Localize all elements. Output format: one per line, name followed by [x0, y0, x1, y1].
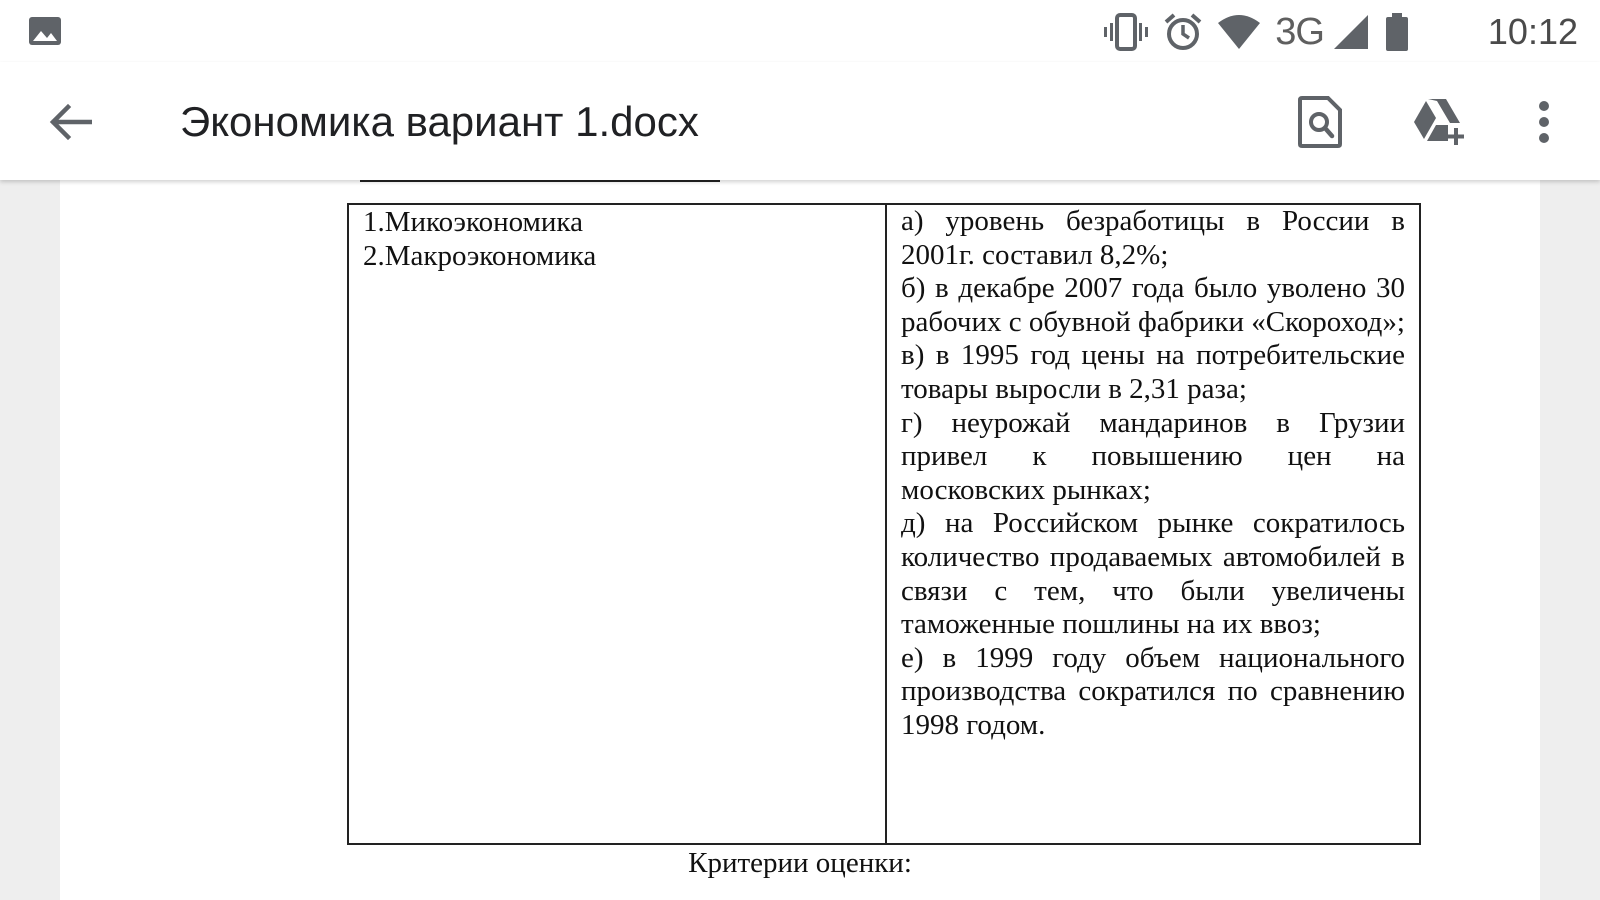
- gallery-icon: [28, 14, 62, 48]
- more-options-button[interactable]: [1516, 90, 1572, 154]
- list-item: е) в 1999 году объем национального производства сократился по сравнению 1998 годом.: [901, 641, 1405, 741]
- list-item: б) в декабре 2007 года было уволено 30 рабочих с обувной фабрики «Скороход»;: [901, 272, 1405, 338]
- criteria-heading: Критерии оценки:: [688, 847, 912, 879]
- clock: 10:12: [1487, 11, 1578, 52]
- alarm-icon: [1163, 12, 1203, 52]
- add-to-drive-button[interactable]: [1408, 90, 1472, 154]
- document-title: Экономика вариант 1.docx: [180, 98, 699, 145]
- table-left-column: [349, 205, 887, 843]
- list-item: г) неурожай мандаринов в Грузии привел к повышению цен на московских рынках;: [901, 406, 1405, 506]
- find-in-page-icon: [1298, 96, 1342, 148]
- find-in-page-button[interactable]: [1288, 90, 1352, 154]
- vibrate-icon: [1103, 12, 1149, 52]
- back-button[interactable]: [38, 92, 102, 152]
- document-page[interactable]: [60, 180, 1540, 900]
- network-type: 3G: [1275, 10, 1324, 53]
- app-bar: [0, 62, 1600, 180]
- signal-icon: [1332, 13, 1370, 51]
- list-item: 1.Микоэкономика: [363, 206, 583, 238]
- table-right-column: [887, 205, 1419, 843]
- more-vert-icon: [1536, 99, 1552, 145]
- top-rule: [360, 180, 720, 182]
- back-arrow-icon: [48, 102, 92, 142]
- list-item: д) на Российском рынке сократилось количество продаваемых автомобилей в связи с тем, что были увеличены таможенные пошлины на их ввоз;: [901, 507, 1405, 641]
- wifi-icon: [1217, 13, 1261, 51]
- list-item: а) уровень безработицы в России в 2001г. составил 8,2%;: [901, 205, 1405, 271]
- list-item: 2.Макроэкономика: [363, 240, 597, 272]
- status-bar: [0, 0, 1600, 62]
- battery-icon: [1384, 12, 1410, 52]
- status-icons: [1103, 10, 1410, 54]
- list-item: в) в 1995 год цены на потребительские товары выросли в 2,31 раза;: [901, 339, 1405, 405]
- add-to-drive-icon: [1412, 97, 1468, 147]
- document-table: [347, 203, 1421, 845]
